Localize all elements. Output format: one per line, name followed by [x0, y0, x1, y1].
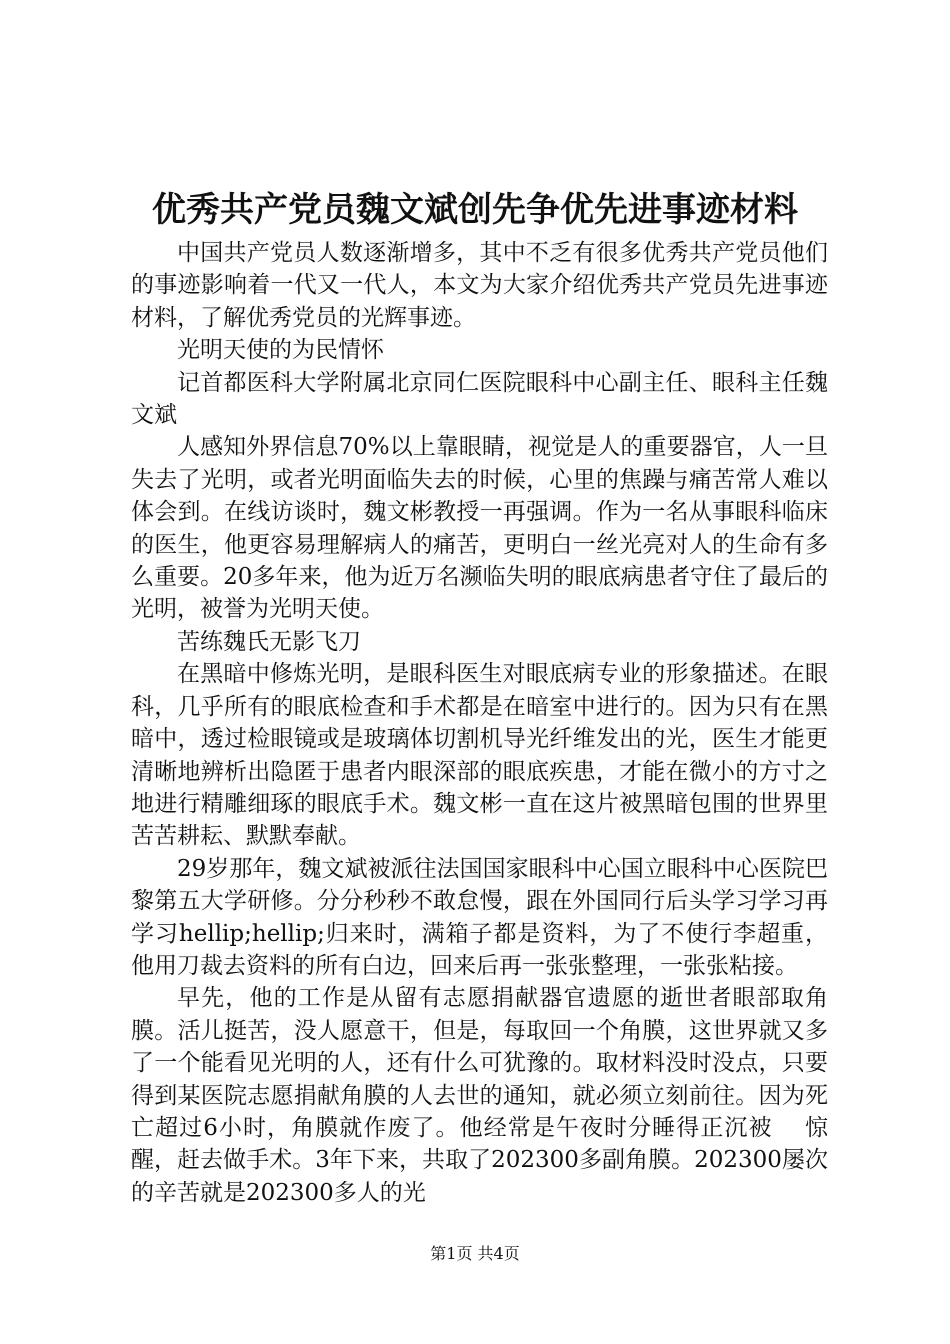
document-body	[131, 237, 828, 1209]
paragraph-vision: 人感知外界信息70%以上靠眼睛，视觉是人的重要器官，人一旦失去了光明，或者光明面临失去的时候，心里的焦躁与痛苦常人难以体会到。在线访谈时，魏文彬教授一再强调。作为一名从事眼科临床的医生，他更容易理解病人的痛苦，更明白一丝光亮对人的生命有多么重要。20多年来，他为近万名濒临失明的眼底病患者守住了最后的光明，被誉为光明天使。	[131, 434, 828, 623]
paragraph-darkness: 在黑暗中修炼光明，是眼科医生对眼底病专业的形象描述。在眼科，几乎所有的眼底检查和手术都是在暗室中进行的。因为只有在黑暗中，透过检眼镜或是玻璃体切割机导光纤维发出的光，医生才能更清晰地辨析出隐匿于患者内眼深部的眼底疾患，才能在微小的方寸之地进行精雕细琢的眼底手术。魏文彬一直在这片被黑暗包围的世界里苦苦耕耘、默默奉献。	[131, 661, 828, 850]
paragraph-intro: 中国共产党员人数逐渐增多，其中不乏有很多优秀共产党员他们的事迹影响着一代又一代人，本文为大家介绍优秀共产党员先进事迹材料，了解优秀党员的光辉事迹。	[131, 240, 828, 331]
document-title: 优秀共产党员魏文斌创先争优先进事迹材料	[152, 190, 798, 230]
paragraph-france: 29岁那年，魏文斌被派往法国国家眼科中心国立眼科中心医院巴黎第五大学研修。分分秒秒不敢怠慢，跟在外国同行后头学习学习再学习hellip;hellip;归来时，满箱子都是资料，为了不使行李超重，他用刀裁去资料的所有白边，回来后再一张张整理，一张张粘接。	[131, 855, 828, 979]
paragraph-subject: 记首都医科大学附属北京同仁医院眼科中心副主任、眼科主任魏文斌	[131, 369, 828, 429]
paragraph-cornea: 早先，他的工作是从留有志愿捐献器官遗愿的逝世者眼部取角膜。活儿挺苦，没人愿意干，但是，每取回一个角膜，这世界就又多了一个能看见光明的人，还有什么可犹豫的。取材料没时没点，只要得到某医院志愿捐献角膜的人去世的通知，就必须立刻前往。因为死亡超过6小时，角膜就作废了。他经常是午夜时分睡得正沉被 惊醒，赶去做手术。3年下来，共取了202300多副角膜。202300屡次的辛苦就是202300多人的光	[131, 985, 828, 1206]
section-heading-knife: 苦练魏氏无影飞刀	[177, 628, 361, 655]
page-footer: 第1页 共4页	[430, 1244, 520, 1263]
section-heading-angel: 光明天使的为民情怀	[177, 337, 384, 364]
